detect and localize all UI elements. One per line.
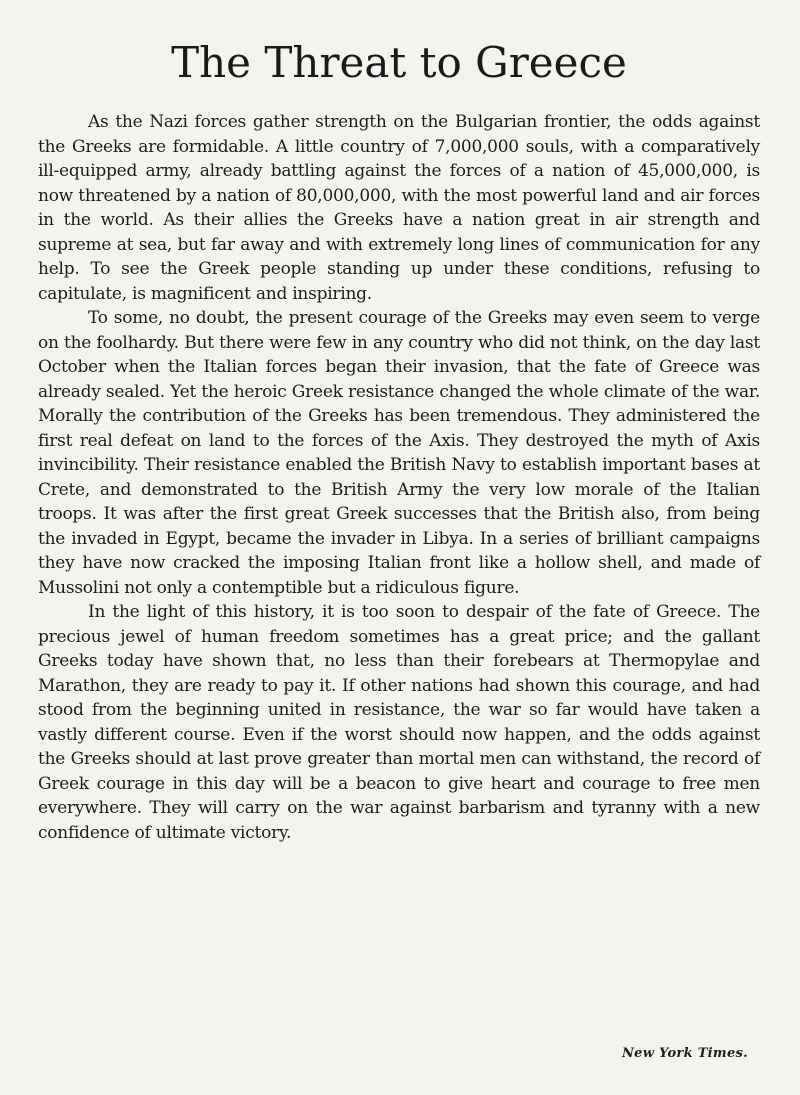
article-paragraph-1: As the Nazi forces gather strength on the Bulgarian frontier, the odds against the Greeks are formidable. A little country of 7,000,000 souls, with a comparatively ill-equipped army, already battling against the forces of a nation of 45,000,000, is now threatened by a nation of 80,000,000, with the most powerful land and air forces in the world. As their allies the Greeks have a nation great in air strength and supreme at sea, but far away and with extremely long lines of communication for any help. To see the Greek people standing up under these conditions, refusing to capitulate, is magnificent and inspiring. (38, 112, 760, 304)
article-body (38, 110, 760, 845)
article-paragraph-3: In the light of this history, it is too soon to despair of the fate of Greece. The precious jewel of human freedom sometimes has a great price; and the gallant Greeks today have shown that, no less than their forebears at Thermopylae and Marathon, they are ready to pay it. If other nations had shown this courage, and had stood from the beginning united in resistance, the war so far would have taken a vastly different course. Even if the worst should now happen, and the odds against the Greeks should at last prove greater than mortal men can withstand, the record of Greek courage in this day will be a beacon to give heart and courage to free men everywhere. They will carry on the war against barbarism and tyranny with a new confidence of ultimate victory. (38, 602, 760, 843)
article-paragraph-2: To some, no doubt, the present courage of the Greeks may even seem to verge on the foolhardy. But there were few in any country who did not think, on the day last October when the Italian forces began their invasion, that the fate of Greece was already sealed. Yet the heroic Greek resistance changed the whole climate of the war. Morally the contribution of the Greeks has been tremendous. They administered the first real defeat on land to the forces of the Axis. They destroyed the myth of Axis invincibility. Their resistance enabled the British Navy to establish important bases at Crete, and demonstrated to the British Army the very low morale of the Italian troops. It was after the first great Greek successes that the British also, from being the invaded in Egypt, became the invader in Libya. In a series of brilliant campaigns they have now cracked the imposing Italian front like a hollow shell, and made of Mussolini not only a contemptible but a ridiculous figure. (38, 308, 760, 598)
article-title: The Threat to Greece (171, 38, 627, 87)
source-attribution: New York Times. (621, 1046, 748, 1061)
